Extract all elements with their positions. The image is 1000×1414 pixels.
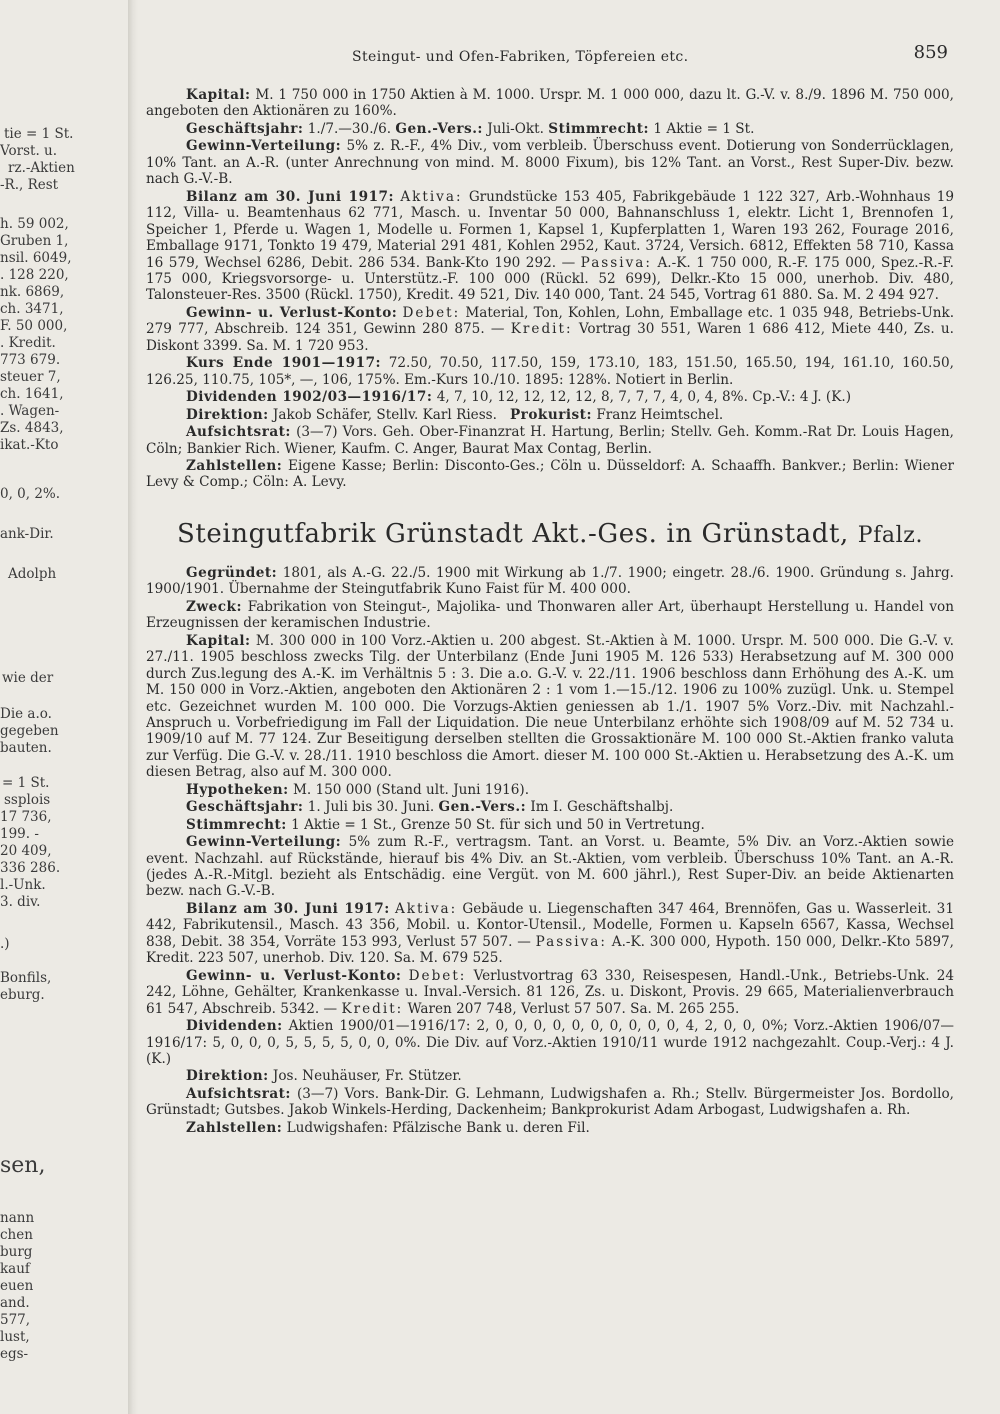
- margin-fragment: 3. div.: [0, 894, 41, 910]
- margin-fragment: bauten.: [0, 740, 52, 756]
- margin-fragment: eburg.: [0, 987, 45, 1003]
- margin-fragment: nann: [0, 1210, 35, 1226]
- company-name: Steingutfabrik Grünstadt Akt.-Ges. in Grünstadt,: [176, 518, 849, 549]
- margin-fragment: wie der: [2, 670, 54, 686]
- margin-fragment: chen: [0, 1227, 33, 1243]
- running-header: [146, 45, 954, 67]
- left-page-margin-fragments: [0, 0, 124, 1414]
- header-title: Steingut- und Ofen-Fabriken, Töpfereien etc.: [352, 49, 689, 65]
- margin-fragment: h. 59 002,: [0, 216, 69, 232]
- margin-fragment: nsil. 6049,: [0, 250, 72, 266]
- margin-fragment: gegeben: [0, 723, 59, 739]
- c2-bilanz: Bilanz am 30. Juni 1917: Aktiva: Gebäude u. Liegenschaften 347 464, Brennöfen, Gas u. Wasserleit. 31 442, Fabrikutensil., Masch. 43 356, Mobil. u. Kontor-Utensil., Modelle, Formen u. Kapseln 6567, Kassa, Wechsel 838, Debit. 38 354, Vorräte 153 993, Verlust 57 507. — Passiva: A.-K. 300 000, Hypoth. 150 000, Delkr.-Kto 5897, Kredit. 223 507, unerhob. Div. 120. Sa. M. 679 525.: [146, 900, 954, 967]
- c2-gj: Geschäftsjahr: 1. Juli bis 30. Juni. Gen.-Vers.: Im I. Geschäftshalbj.: [186, 799, 674, 816]
- margin-fragment: F. 50 000,: [0, 318, 68, 334]
- margin-fragment: l.-Unk.: [0, 877, 46, 893]
- margin-fragment: egs-: [0, 1346, 29, 1362]
- c2-gegruendet: Gegründet: 1801, als A.-G. 22./5. 1900 mit Wirkung ab 1./7. 1900; eingetr. 28./6. 1900. Gründung s. Jahrg. 1900/1901. Übernahme der Steingutfabrik Kuno Faist für M. 400 000.: [146, 564, 954, 598]
- margin-fragment: and.: [0, 1295, 30, 1311]
- c1-guv: Gewinn- u. Verlust-Konto: Debet: Material, Ton, Kohlen, Lohn, Emballage etc. 1 035 948, Betriebs-Unk. 279 777, Abschreib. 124 351, Gewinn 280 875. — Kredit: Vortrag 30 551, Waren 1 686 412, Miete 440, Zs. u. Diskont 3399. Sa. M. 1 720 953.: [146, 304, 954, 354]
- company-location: Pfalz.: [857, 522, 924, 548]
- margin-fragment: burg: [0, 1244, 33, 1260]
- margin-fragment: Bonfils,: [0, 970, 52, 986]
- margin-fragment: ikat.-Kto: [0, 437, 59, 453]
- c2-kapital: Kapital: M. 300 000 in 100 Vorz.-Aktien u. 200 abgest. St.-Aktien à M. 1000. Urspr. M. 500 000. Die G.-V. v. 27./11. 1905 beschloss zwecks Tilg. der Unterbilanz (Ende Juni 1905 M. 126 533) Herabsetzung auf M. 300 000 durch Zus.legung des A.-K. im Verhältnis 5 : 3. Die a.o. G.-V. v. 22./11. 1906 beschloss dann Erhöhung des A.-K. um M. 150 000 in Vorz.-Aktien, angeboten den Aktionären 2 : 1 vom 1.—15./12. 1906 zu 100% zuzügl. Unk. u. Stempel etc. Gezeichnet wurden M. 100 000. Die Vorzugs-Aktien geniessen ab 1./1. 1907 5% Vorz.-Div. mit Nachzahl.-Anspruch u. Vorbefriedigung im Fall der Liquidation. Die neue Unterbilanz erhöhte sich 1908/09 auf M. 52 734 u. 1909/10 auf M. 77 124. Zur Beseitigung derselben stellten die Grossaktionäre M. 100 000 St.-Aktien franko valuta zur Verfüg. Die G.-V. v. 28./11. 1910 beschloss die Amort. dieser M. 100 000 St.-Aktien u. Herabsetzung des A.-K. um diesen Betrag, also auf M. 300 000.: [146, 632, 954, 781]
- margin-fragment: = 1 St.: [2, 775, 50, 791]
- margin-fragment: . Wagen-: [0, 403, 60, 419]
- margin-fragment: 17 736,: [0, 809, 52, 825]
- margin-fragment: ch. 3471,: [0, 301, 64, 317]
- margin-fragment: 20 409,: [0, 843, 52, 859]
- c1-bilanz: Bilanz am 30. Juni 1917: Aktiva: Grundstücke 153 405, Fabrikgebäude 1 122 327, Arb.-Wohnhaus 19 112, Villa- u. Beamtenhaus 62 771, Masch. u. Inventar 50 000, Bahnanschluss 1, elektr. Licht 1, Brennofen 1, Speicher 1, Pferde u. Wagen 1, Modelle u. Formen 1, Kapsel 1, Kupferplatten 1, Waren 193 262, Fourage 2016, Emballage 9171, Tonkto 19 479, Material 291 481, Kohlen 2952, Kaut. 3724, Versich. 6812, Effekten 58 710, Kassa 16 579, Wechsel 6286, Debit. 286 534. Bank-Kto 190 292. — Passiva: A.-K. 1 750 000, R.-F. 175 000, Spez.-R.-F. 175 000, Kriegsvorsorge- u. Unterstütz.-F. 100 000 (Rückl. 52 699), Delkr.-Kto 15 000, unerhob. Div. 480, Talonsteuer-Res. 3500 (Rückl. 1750), Kredit. 49 521, Div. 140 000, Tant. 24 545, Vortrag 61 880. Sa. M. 2 494 927.: [146, 188, 954, 304]
- margin-fragment: sen,: [0, 1153, 46, 1178]
- margin-fragment: . Kredit.: [0, 335, 56, 351]
- margin-fragment: euen: [0, 1278, 34, 1294]
- c1-gj: Geschäftsjahr: 1./7.—30./6. Gen.-Vers.: Juli-Okt. Stimmrecht: 1 Aktie = 1 St.: [186, 120, 755, 137]
- page-number: 859: [913, 45, 948, 63]
- margin-fragment: 577,: [0, 1312, 31, 1328]
- company-heading: [146, 519, 954, 551]
- c1-gewinnverteilung: Gewinn-Verteilung: 5% z. R.-F., 4% Div., vom verbleib. Überschuss event. Dotierung von Sonderrücklagen, 10% Tant. an A.-R. (unter Anrechnung von mind. M. 8000 Fixum), bis 12% Tant. an Vorst., Rest Super-Div. bezw. nach G.-V.-B.: [146, 138, 954, 188]
- main-column: [146, 45, 954, 1405]
- c1-direktion: Direktion: Jakob Schäfer, Stellv. Karl Riess. Prokurist: Franz Heimtschel.: [186, 406, 724, 423]
- margin-fragment: -R., Rest: [0, 177, 59, 193]
- c1-kurs: Kurs Ende 1901—1917: 72.50, 70.50, 117.50, 159, 173.10, 183, 151.50, 165.50, 194, 161.10, 160.50, 126.25, 110.75, 105*, —, 106, 175%. Em.-Kurs 10./10. 1895: 128%. Notiert in Berlin.: [146, 355, 954, 388]
- c2-hypotheken: Hypotheken: M. 150 000 (Stand ult. Juni 1916).: [186, 781, 530, 798]
- margin-fragment: Gruben 1,: [0, 233, 69, 249]
- margin-fragment: 199. -: [0, 826, 39, 842]
- c2-zweck: Zweck: Fabrikation von Steingut-, Majolika- und Thonwaren aller Art, überhaupt Herstellung u. Handel von Erzeugnissen der keramischen Industrie.: [146, 598, 954, 632]
- margin-fragment: lust,: [0, 1329, 30, 1345]
- margin-fragment: rz.-Aktien: [8, 160, 75, 176]
- margin-fragment: tie = 1 St.: [4, 126, 74, 142]
- margin-fragment: 773 679.: [0, 352, 61, 368]
- margin-fragment: steuer 7,: [0, 369, 61, 385]
- c2-gewinnverteilung: Gewinn-Verteilung: 5% zum R.-F., vertragsm. Tant. an Vorst. u. Beamte, 5% Div. an Vorz.-Aktien sowie event. Nachzahl. auf Rückstände, hierauf bis 4% Div. an St.-Aktien, vom verbleib. Überschuss 10% Tant. an A.-R. (jedes A.-R.-Mitgl. bezieht als Entschädig. eine Vergüt. von M. 600 jährl.), Rest Super-Div. an beide Aktienarten bezw. nach G.-V.-B.: [146, 834, 954, 900]
- margin-fragment: .): [0, 936, 10, 952]
- margin-fragment: . 128 220,: [0, 267, 69, 283]
- c1-aufsichtsrat: Aufsichtsrat: (3—7) Vors. Geh. Ober-Finanzrat H. Hartung, Berlin; Stellv. Geh. Komm.-Rat Dr. Louis Hagen, Cöln; Bankier Rich. Wiener, Kaufm. C. Anger, Baurat Max Contag, Berlin.: [146, 424, 954, 457]
- c1-kapital: Kapital: M. 1 750 000 in 1750 Aktien à M. 1000. Urspr. M. 1 000 000, dazu lt. G.-V. v. 8./9. 1896 M. 750 000, angeboten den Aktionären zu 160%.: [146, 87, 954, 120]
- margin-fragment: Zs. 4843,: [0, 420, 64, 436]
- margin-fragment: kauf: [0, 1261, 30, 1277]
- c2-dividenden: Dividenden: Aktien 1900/01—1916/17: 2, 0, 0, 0, 0, 0, 0, 0, 0, 0, 0, 4, 2, 0, 0, 0%; Vorz.-Aktien 1906/07—1916/17: 5, 0, 0, 0, 5, 5, 5, 5, 0, 0, 0%. Die Div. auf Vorz.-Aktien 1910/11 wurde 1912 nachgezahlt. Coup.-Verj.: 4 J. (K.): [146, 1018, 954, 1068]
- margin-fragment: Vorst. u.: [0, 143, 58, 159]
- page-gutter: [128, 0, 138, 1414]
- margin-fragment: Die a.o.: [0, 706, 52, 722]
- c1-zahlstellen: Zahlstellen: Eigene Kasse; Berlin: Disconto-Ges.; Cöln u. Düsseldorf: A. Schaaffh. Bankver.; Berlin: Wiener Levy & Comp.; Cöln: A. Levy.: [146, 457, 954, 491]
- margin-fragment: ch. 1641,: [0, 386, 64, 402]
- c2-aufsichtsrat: Aufsichtsrat: (3—7) Vors. Bank-Dir. G. Lehmann, Ludwigshafen a. Rh.; Stellv. Bürgermeister Jos. Bordollo, Grünstadt; Gutsbes. Jakob Winkels-Herding, Dackenheim; Bankprokurist Adam Arbogast, Ludwigshafen a. Rh.: [146, 1085, 954, 1119]
- margin-fragment: ssplois: [4, 792, 51, 808]
- c2-stimmrecht: Stimmrecht: 1 Aktie = 1 St., Grenze 50 St. für sich und 50 in Vertretung.: [186, 816, 705, 833]
- c2-direktion: Direktion: Jos. Neuhäuser, Fr. Stützer.: [186, 1068, 462, 1085]
- c2-guv: Gewinn- u. Verlust-Konto: Debet: Verlustvortrag 63 330, Reisespesen, Handl.-Unk., Betriebs-Unk. 24 242, Löhne, Gehälter, Krankenkasse u. Inval.-Versich. 81 126, Zs. u. Diskont, Provis. 29 665, Materialienverbrauch 61 547, Abschreib. 5342. — Kredit: Waren 207 748, Verlust 57 507. Sa. M. 265 255.: [146, 967, 954, 1017]
- margin-fragment: 336 286.: [0, 860, 61, 876]
- margin-fragment: ank-Dir.: [0, 526, 54, 542]
- margin-fragment: 0, 0, 2%.: [0, 486, 61, 502]
- margin-fragment: Adolph: [8, 566, 57, 582]
- c2-zahlstellen: Zahlstellen: Ludwigshafen: Pfälzische Bank u. deren Fil.: [186, 1119, 590, 1136]
- c1-dividenden: Dividenden 1902/03—1916/17: 4, 7, 10, 12, 12, 12, 12, 8, 7, 7, 7, 4, 0, 4, 8%. Cp.-V.: 4 J. (K.): [186, 389, 852, 406]
- margin-fragment: nk. 6869,: [0, 284, 65, 300]
